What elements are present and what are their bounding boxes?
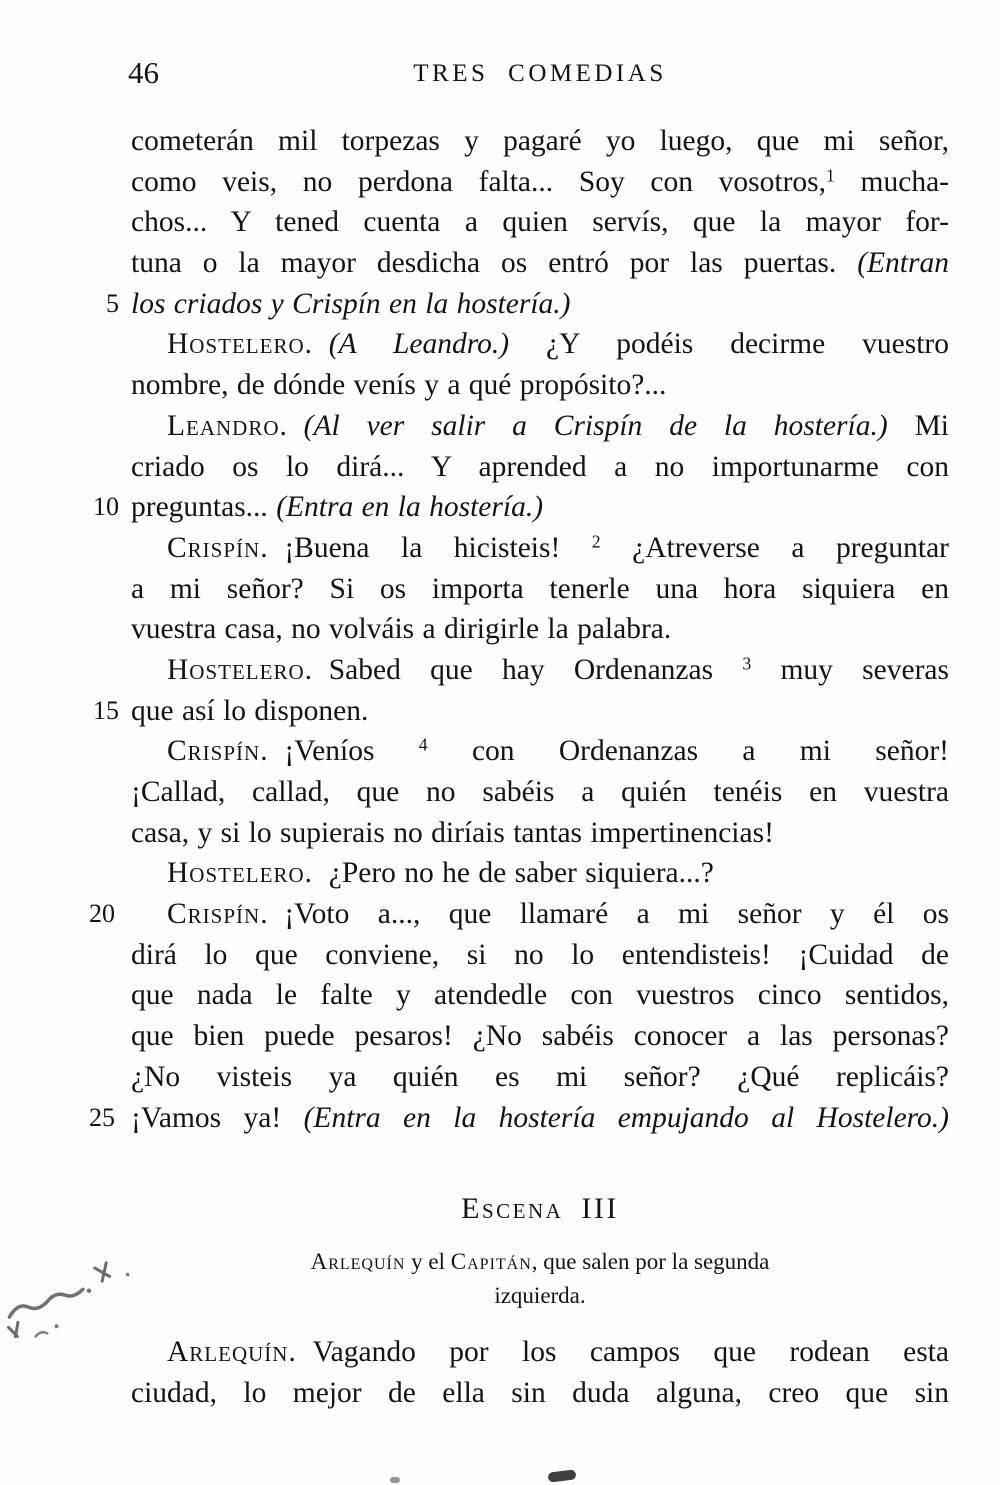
text-segment: ¡Voto a..., que llamaré a mi señor y él os: [284, 898, 949, 931]
text-segment: muy severas: [751, 653, 950, 686]
text-segment: cometerán mil torpezas y pagaré yo luego, que mi señor,: [131, 125, 949, 157]
text-segment: casa, y si lo supierais no diríais tantas impertinencias!: [131, 816, 774, 849]
margin-line-number: 20: [89, 899, 115, 929]
text-segment: ¿Y podéis decirme vuestro: [509, 328, 949, 361]
text-line: [131, 406, 949, 447]
margin-line-number: 25: [89, 1102, 115, 1132]
text-segment: Leandro.: [167, 409, 304, 442]
text-line: [106, 284, 949, 325]
text-segment: chos... Y tened cuenta a quien servís, que la mayor for-: [131, 206, 949, 239]
footnote-reference: 3: [742, 653, 752, 674]
text-segment: como veis, no perdona falta... Soy con vosotros,: [131, 165, 827, 198]
text-segment: los criados y Crispín en la hostería.): [131, 287, 571, 320]
text-segment: ¿No visteis ya quién es mi señor? ¿Qué replicáis?: [131, 1060, 949, 1093]
text-segment: mucha-: [834, 165, 950, 198]
text-line: [131, 731, 949, 772]
handwritten-scribble-mark: [0, 1250, 156, 1350]
text-segment: Hostelero.: [167, 328, 329, 361]
scan-smudge: [547, 1469, 576, 1482]
text-line: [131, 447, 949, 488]
text-segment: izquierda.: [494, 1283, 586, 1308]
page-number: 46: [128, 55, 159, 90]
scan-smudge: [390, 1477, 400, 1483]
text-segment: nombre, de dónde venís y a qué propósito?...: [131, 369, 667, 402]
footnote-reference: 1: [826, 164, 835, 185]
text-segment: Hostelero.: [167, 653, 329, 686]
text-segment: preguntas...: [131, 491, 277, 524]
text-segment: (Entran: [857, 247, 949, 280]
text-line: [131, 528, 949, 569]
text-segment: ¿Atreverse a preguntar: [600, 531, 949, 564]
text-segment: (A Leandro.): [328, 328, 510, 361]
text-segment: que así lo disponen.: [131, 694, 369, 727]
text-line: [131, 569, 949, 610]
scene-heading: Escena III: [461, 1192, 619, 1225]
text-line: [131, 1016, 949, 1057]
text-segment: que bien puede pesaros! ¿No sabéis conocer a las personas?: [131, 1020, 949, 1053]
margin-line-number: 5: [106, 288, 119, 318]
text-line: [131, 772, 949, 813]
running-header: TRES COMEDIAS: [413, 60, 667, 87]
text-line: [131, 853, 949, 894]
text-segment: Crispín.: [167, 735, 285, 768]
text-segment: tuna o la mayor desdicha os entró por las puertas.: [131, 247, 858, 280]
text-segment: (Entra en la hostería.): [276, 491, 544, 524]
text-segment: ¡Callad, callad, que no sabéis a quién tenéis en vuestra: [131, 776, 949, 808]
text-segment: ¡Buena la hicisteis!: [284, 531, 592, 564]
text-line: [131, 162, 949, 203]
text-segment: ciudad, lo mejor de ella sin duda alguna, creo que sin: [131, 1376, 949, 1409]
text-line: [131, 813, 949, 854]
dialogue-text-block: [131, 1332, 949, 1413]
margin-line-number: 10: [93, 492, 119, 522]
text-line: [131, 1373, 949, 1414]
text-line: [131, 935, 949, 976]
text-segment: dirá lo que conviene, si no lo entendisteis! ¡Cuidad de: [131, 938, 949, 971]
text-line: [89, 1098, 950, 1139]
text-segment: (Entra en la hostería empujando al Hostelero.): [303, 1101, 950, 1134]
text-line: [131, 1279, 949, 1313]
text-segment: Hostelero.: [167, 857, 329, 890]
text-segment: Crispín.: [167, 898, 285, 931]
footnote-reference: 4: [418, 734, 428, 755]
text-segment: a mi señor? Si os importa tenerle una hora siquiera en: [131, 572, 949, 605]
text-line: [131, 365, 949, 406]
text-line: [93, 487, 949, 528]
text-segment: (Al ver salir a Crispín de la hostería.): [303, 409, 888, 442]
text-segment: ¡Vamos ya!: [131, 1101, 304, 1134]
text-segment: que nada le falte y atendedle con vuestros cinco sentidos,: [131, 979, 949, 1012]
text-segment: Capitán: [450, 1249, 532, 1274]
text-segment: Mi: [887, 409, 949, 442]
text-line: [131, 1057, 949, 1098]
text-line: [131, 121, 949, 162]
text-segment: Arlequín.: [167, 1336, 313, 1368]
text-segment: vuestra casa, no volváis a dirigirle la palabra.: [131, 613, 672, 646]
body-text-block: [89, 121, 950, 1138]
text-segment: Vagando por los campos que rodean esta: [312, 1336, 949, 1368]
text-line: [131, 202, 949, 243]
text-line: [131, 1245, 949, 1279]
text-line: [131, 609, 949, 650]
text-segment: Sabed que hay Ordenanzas: [328, 653, 743, 686]
text-line: [131, 975, 949, 1016]
footnote-reference: 2: [591, 531, 601, 552]
text-segment: , que salen por la segunda: [531, 1249, 770, 1274]
margin-line-number: 15: [93, 695, 119, 725]
text-line: [131, 324, 949, 365]
text-line: [89, 894, 949, 935]
text-line: [131, 243, 949, 284]
text-segment: Arlequín: [310, 1249, 406, 1274]
text-segment: y el: [405, 1249, 451, 1274]
text-segment: ¿Pero no he de saber siquiera...?: [328, 857, 714, 890]
text-segment: Crispín.: [167, 531, 285, 564]
scene-description: [131, 1245, 949, 1313]
text-line: [131, 650, 949, 691]
text-segment: con Ordenanzas a mi señor!: [427, 735, 949, 768]
text-line: [93, 691, 949, 732]
text-segment: ¡Veníos: [284, 735, 419, 768]
text-segment: criado os lo dirá... Y aprended a no importunarme con: [131, 450, 949, 483]
text-line: [131, 1332, 949, 1373]
